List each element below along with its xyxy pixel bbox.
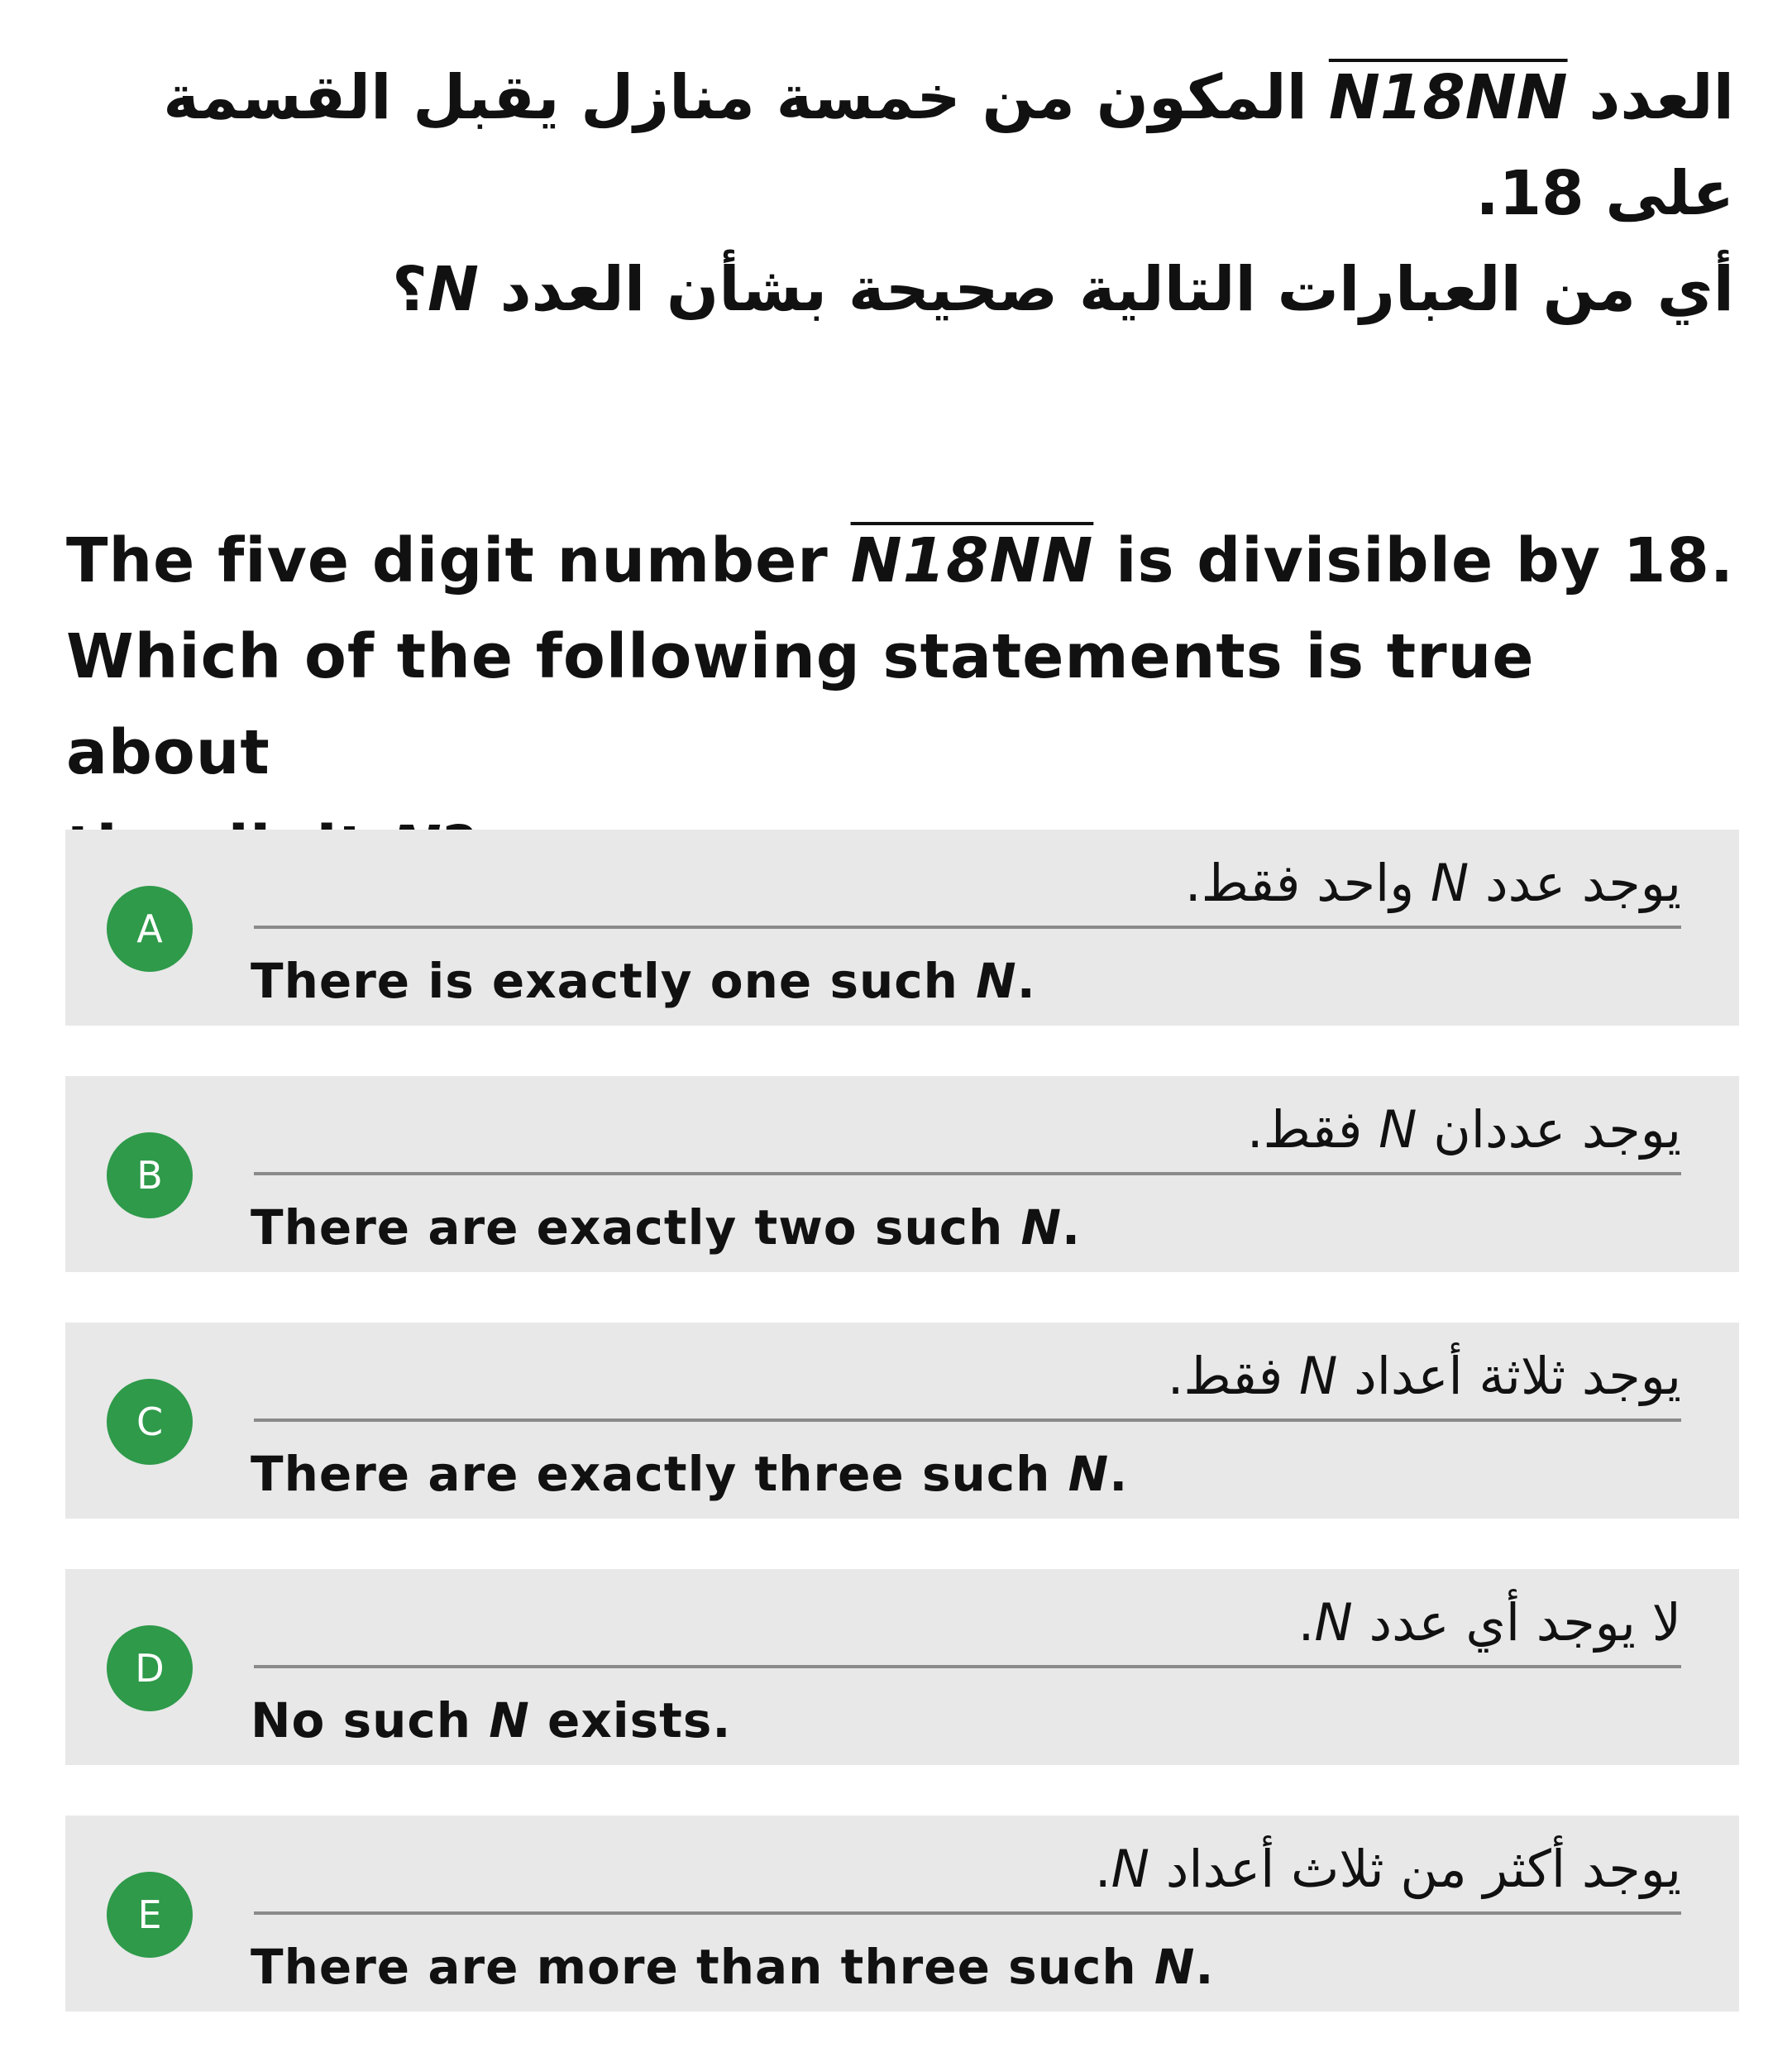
option-ar-pre: يوجد عدد [1469, 853, 1681, 913]
option-ar-text [275, 1339, 1681, 1414]
question-en-number: N18NN [850, 525, 1094, 596]
option-en-pre: There is exactly one such [251, 953, 977, 1009]
option-en-post: exists. [529, 1692, 732, 1749]
option-ar-var: N [1111, 1839, 1150, 1899]
option-ar-post: . [1297, 1592, 1315, 1653]
option-c[interactable] [65, 1323, 1739, 1519]
option-en-text [251, 944, 1656, 1018]
option-en-var: N [489, 1692, 530, 1749]
option-divider [254, 1419, 1681, 1422]
option-letter-badge[interactable]: A [107, 886, 193, 972]
option-en-post: . [1062, 1199, 1082, 1256]
question-en-post: is divisible by 18. [1093, 525, 1734, 596]
question-ar-line2-pre: أي من العبارات التالية صحيحة بشأن العدد [478, 254, 1734, 325]
question-ar-number: N18NN [1328, 62, 1568, 133]
option-ar-post: فقط. [1246, 1099, 1379, 1160]
option-divider [254, 1911, 1681, 1915]
answer-options [65, 830, 1739, 2062]
option-ar-pre: يوجد عددان [1417, 1099, 1681, 1160]
question-arabic [80, 50, 1734, 337]
option-en-var: N [1020, 1199, 1063, 1256]
option-ar-text [275, 846, 1681, 921]
option-en-post: . [1109, 1446, 1129, 1502]
option-ar-pre: لا يوجد أي عدد [1352, 1592, 1681, 1653]
option-ar-pre: يوجد ثلاثة أعداد [1337, 1346, 1681, 1406]
option-en-post: . [1195, 1939, 1215, 1995]
option-letter-badge[interactable]: E [107, 1872, 193, 1958]
option-divider [254, 1172, 1681, 1175]
option-ar-text [275, 1586, 1681, 1660]
option-letter-badge[interactable]: B [107, 1132, 193, 1218]
option-en-text [251, 1930, 1656, 2004]
option-letter-badge[interactable]: C [107, 1379, 193, 1465]
question-ar-var: N [427, 254, 479, 325]
option-en-pre: There are more than three such [251, 1939, 1154, 1995]
option-e[interactable] [65, 1816, 1739, 2012]
option-a[interactable] [65, 830, 1739, 1026]
option-en-pre: There are exactly two such [251, 1199, 1021, 1256]
question-ar-mid: المكون من خمسة منازل يقبل القسمة على 18. [163, 62, 1734, 229]
option-en-text [251, 1683, 1656, 1758]
question-en-line2: Which of the following statements is true about [66, 621, 1535, 788]
option-ar-post: . [1094, 1839, 1111, 1899]
option-en-var: N [1154, 1939, 1196, 1995]
option-letter-badge[interactable]: D [107, 1625, 193, 1711]
option-en-var: N [1068, 1446, 1110, 1502]
question-ar-line2-post: ؟ [392, 254, 428, 325]
option-en-text [251, 1437, 1656, 1511]
option-ar-text [275, 1832, 1681, 1907]
option-d[interactable] [65, 1569, 1739, 1765]
option-divider [254, 1665, 1681, 1668]
option-ar-text [275, 1093, 1681, 1167]
option-ar-pre: يوجد أكثر من ثلاث أعداد [1149, 1839, 1681, 1899]
option-en-var: N [976, 953, 1017, 1009]
option-b[interactable] [65, 1076, 1739, 1272]
option-ar-post: واحد فقط. [1184, 853, 1431, 913]
option-ar-var: N [1298, 1346, 1338, 1406]
option-ar-var: N [1430, 853, 1469, 913]
option-en-text [251, 1190, 1656, 1265]
question-ar-prefix: العدد [1567, 62, 1734, 133]
option-divider [254, 926, 1681, 929]
option-en-post: . [1016, 953, 1036, 1009]
question-en-pre: The five digit number [66, 525, 851, 596]
option-ar-post: فقط. [1167, 1346, 1299, 1406]
option-ar-var: N [1314, 1592, 1353, 1653]
option-ar-var: N [1379, 1099, 1417, 1160]
option-en-pre: No such [251, 1692, 490, 1749]
option-en-pre: There are exactly three such [251, 1446, 1068, 1502]
